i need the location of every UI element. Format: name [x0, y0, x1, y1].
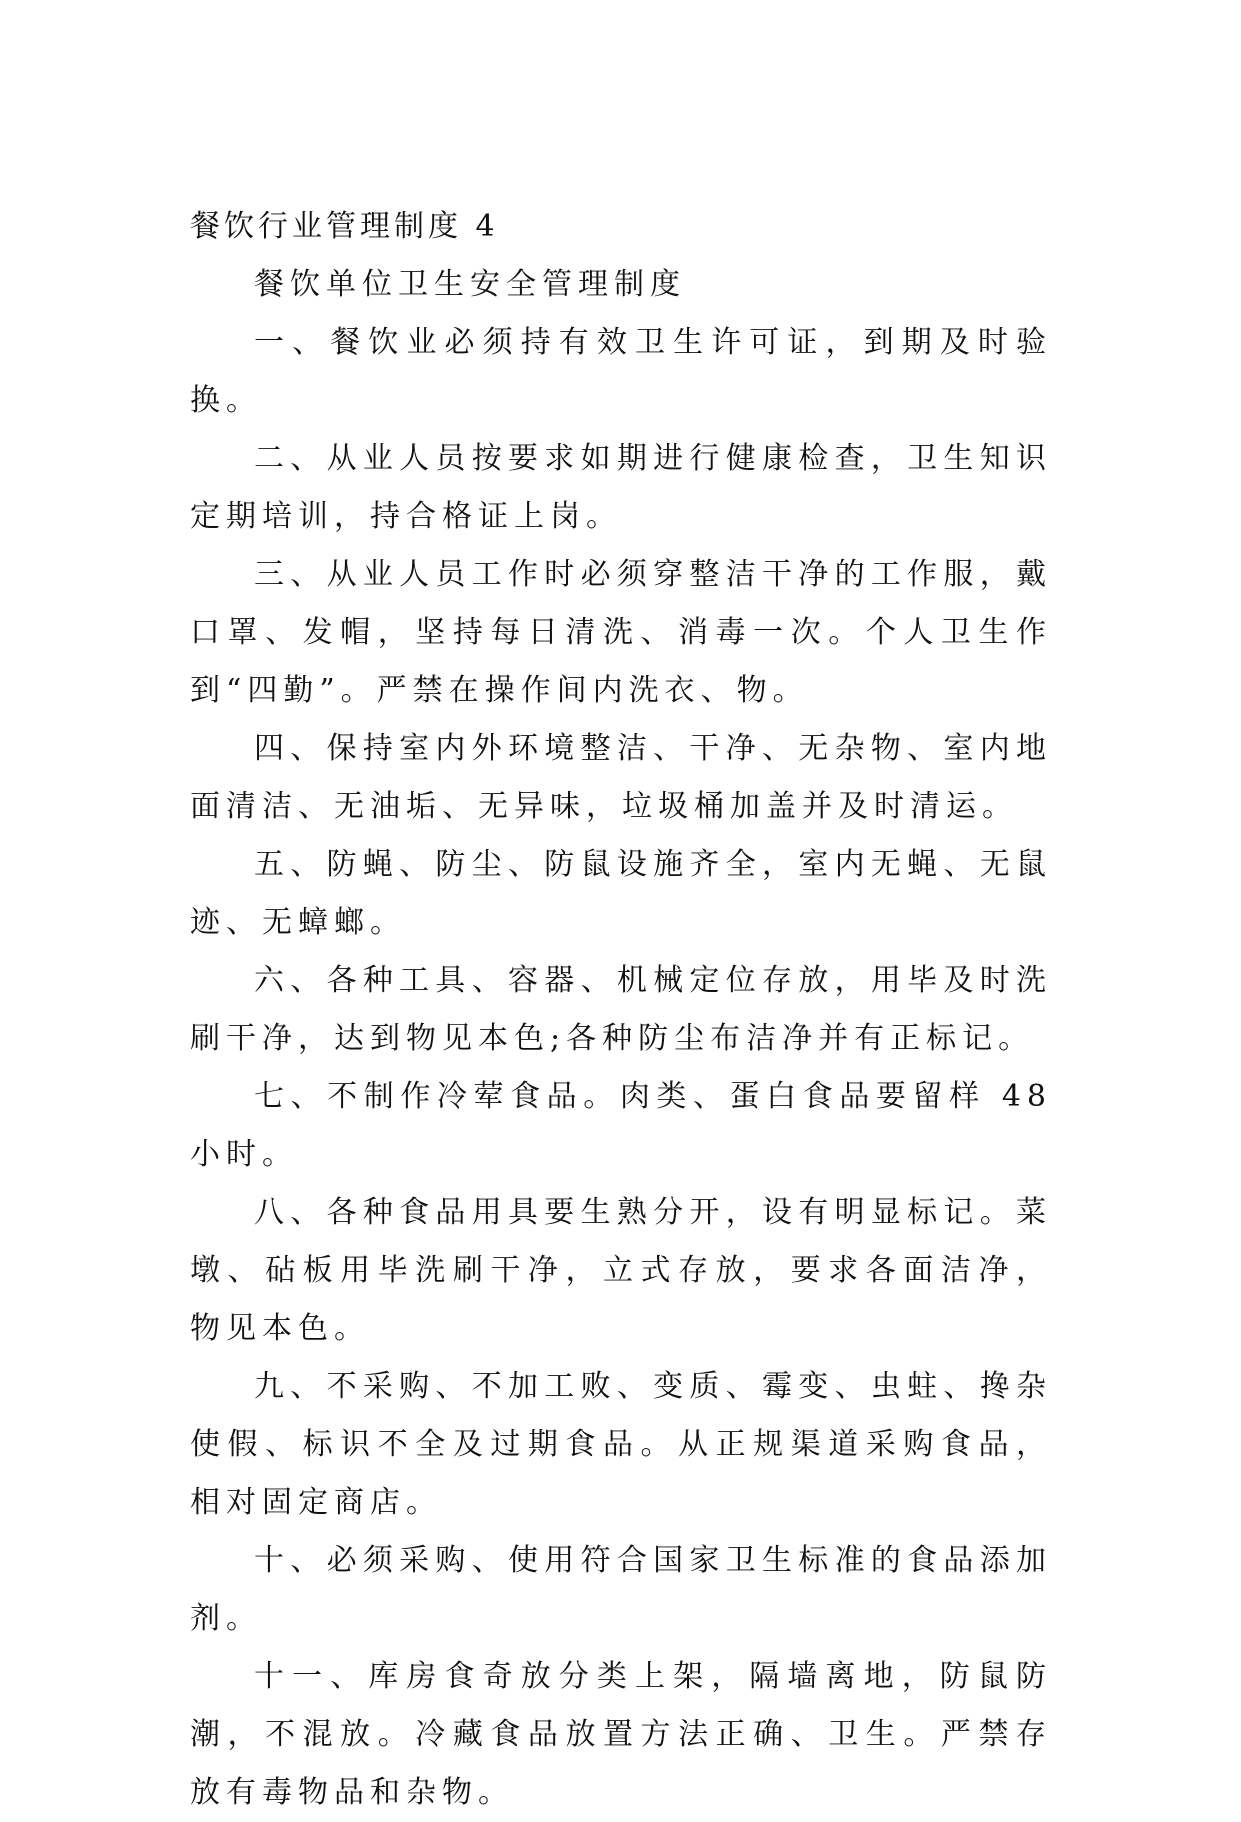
rule-paragraph-9: 九、不采购、不加工败、变质、霉变、虫蛀、搀杂使假、标识不全及过期食品。从正规渠道采购食品，相对固定商店。	[190, 1369, 1052, 1520]
rule-paragraph-8: 八、各种食品用具要生熟分开，设有明显标记。菜墩、砧板用毕洗刷干净，立式存放，要求各面洁净，物见本色。	[190, 1195, 1052, 1346]
rule-paragraph-4: 四、保持室内外环境整洁、干净、无杂物、室内地面清洁、无油垢、无异味，垃圾桶加盖并及时清运。	[190, 731, 1052, 824]
rule-paragraph-1: 一、餐饮业必须持有效卫生许可证，到期及时验换。	[190, 325, 1052, 418]
rule-paragraph-5: 五、防蝇、防尘、防鼠设施齐全，室内无蝇、无鼠迹、无蟑螂。	[190, 847, 1052, 940]
rule-paragraph-2: 二、从业人员按要求如期进行健康检查，卫生知识定期培训，持合格证上岗。	[190, 441, 1052, 534]
rule-paragraph-11: 十一、库房食奇放分类上架，隔墙离地，防鼠防潮，不混放。冷藏食品放置方法正确、卫生。严禁存放有毒物品和杂物。	[190, 1659, 1052, 1810]
document-page	[190, 198, 1052, 1822]
rule-paragraph-6: 六、各种工具、容器、机械定位存放，用毕及时洗刷干净，达到物见本色;各种防尘布洁净并有正标记。	[190, 963, 1052, 1056]
document-subtitle: 餐饮单位卫生安全管理制度	[254, 267, 686, 302]
rule-paragraph-7: 七、不制作冷荤食品。肉类、蛋白食品要留样 48 小时。	[190, 1079, 1052, 1172]
rule-paragraph-3: 三、从业人员工作时必须穿整洁干净的工作服，戴口罩、发帽，坚持每日清洗、消毒一次。个人卫生作到“四勤”。严禁在操作间内洗衣、物。	[190, 557, 1052, 708]
rule-paragraph-10: 十、必须采购、使用符合国家卫生标准的食品添加剂。	[190, 1543, 1052, 1636]
document-title: 餐饮行业管理制度 4	[190, 209, 499, 244]
